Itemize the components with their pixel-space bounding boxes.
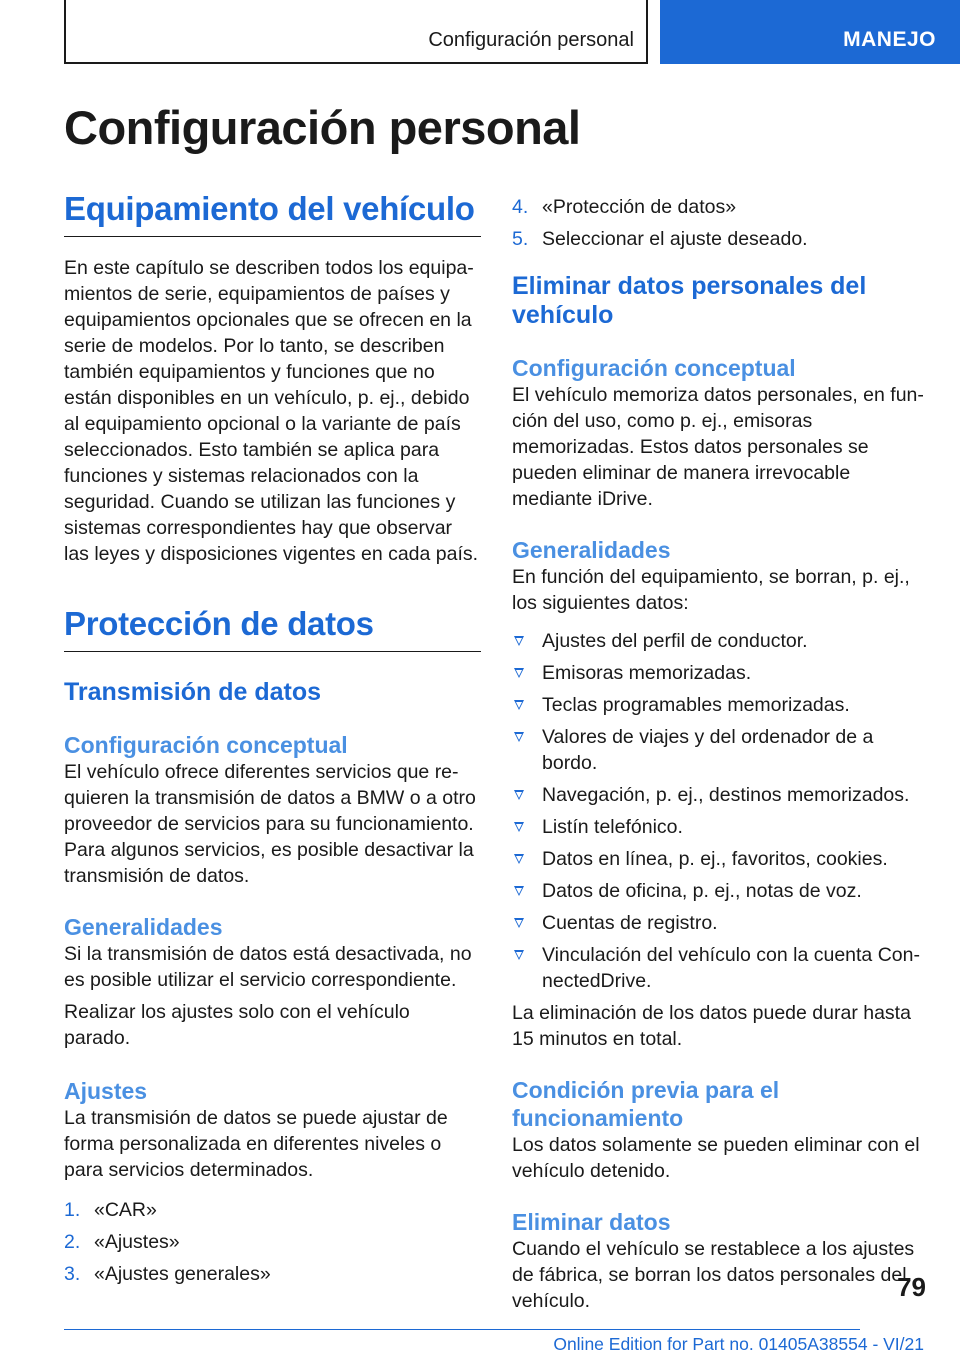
list-item-text: Datos en línea, p. ej., favoritos, cookies. <box>542 848 888 870</box>
list-item-text: Datos de oficina, p. ej., notas de voz. <box>542 880 862 902</box>
transmission-concept-text: El vehículo ofrece diferentes servicios que requieren la transmisión de datos a BMW o a otro proveedor de servicios para su funcionamiento. Para algunos servicios, es posible desactivar la transmisión de datos. <box>64 761 476 887</box>
triangle-bullet-icon <box>514 636 524 646</box>
header-section-label: Configuración personal <box>428 29 634 51</box>
right-column <box>512 190 930 1314</box>
footer-divider <box>64 1329 860 1330</box>
triangle-bullet-icon <box>514 668 524 678</box>
list-item-text: Vinculación del vehículo con la cuenta ConnectedDrive. <box>542 944 920 992</box>
triangle-bullet-icon <box>514 732 524 742</box>
list-item <box>512 910 930 936</box>
heading-delete-general: Generalidades <box>512 537 671 563</box>
equipment-paragraph: En este capítulo se describen todos los equipamientos de serie, equipamientos de países y equipamientos opcionales que se ofrecen en la serie de modelos. Por lo tanto, se describen también equipamientos y funciones que no están disponibles en un vehículo, p. ej., debido al equipamiento opcional o la variante de país seleccionados. Esto también se aplica para funciones y sistemas relacionados con la seguridad. Cuando se utilizan las funciones y sistemas correspondientes hay que observar las leyes y disposiciones vigentes en cada país. <box>64 257 479 565</box>
list-item-text: Teclas programables memorizadas. <box>542 694 850 716</box>
step-item <box>64 1261 481 1287</box>
step-text: «Protección de datos» <box>542 196 737 218</box>
delete-precondition-text: Los datos solamente se pueden eliminar con el vehículo detenido. <box>512 1134 920 1182</box>
page-title: Configuración personal <box>64 101 581 154</box>
triangle-bullet-icon <box>514 700 524 710</box>
triangle-bullet-icon <box>514 822 524 832</box>
delete-general-text: En función del equipamiento, se borran, p. ej., los siguientes datos: <box>512 566 910 614</box>
heading-delete-data: Eliminar datos <box>512 1209 671 1235</box>
left-column <box>64 190 481 1293</box>
step-item <box>512 226 930 252</box>
page-number: 79 <box>897 1272 926 1302</box>
list-item-text: Ajustes del perfil de conductor. <box>542 630 808 652</box>
list-item <box>512 628 930 654</box>
header-section-box <box>64 0 648 64</box>
heading-delete-precondition: Condición previa para el funcionamiento <box>512 1077 780 1131</box>
heading-delete-concept: Configuración conceptual <box>512 355 796 381</box>
list-item-text: Valores de viajes y del ordenador de a bordo. <box>542 726 874 774</box>
header-chapter-label: MANEJO <box>843 28 936 51</box>
step-number: 2. <box>64 1231 81 1253</box>
triangle-bullet-icon <box>514 790 524 800</box>
heading-data-protection: Protección de datos <box>64 605 481 652</box>
step-item <box>512 194 930 220</box>
footer-edition-text: Online Edition for Part no. 01405A38554 - VI/21 <box>553 1334 924 1354</box>
transmission-steps-continued <box>512 194 930 252</box>
list-item <box>512 782 930 808</box>
transmission-settings-text: La transmisión de datos se puede ajustar de forma personalizada en diferentes niveles o para servicios determinados. <box>64 1107 448 1181</box>
step-text: «Ajustes generales» <box>94 1263 271 1285</box>
transmission-general-text-1: Si la transmisión de datos está desactivada, no es posible utilizar el servicio correspondiente. <box>64 943 472 991</box>
list-item <box>512 878 930 904</box>
heading-equipment: Equipamiento del vehículo <box>64 190 481 237</box>
list-item-text: Listín telefónico. <box>542 816 683 838</box>
step-text: «Ajustes» <box>94 1231 180 1253</box>
list-item <box>512 814 930 840</box>
list-item <box>512 660 930 686</box>
delete-duration-text: La eliminación de los datos puede durar hasta 15 minutos en total. <box>512 1002 911 1050</box>
header-chapter-tab[interactable] <box>660 0 960 64</box>
step-number: 4. <box>512 196 529 218</box>
step-number: 3. <box>64 1263 81 1285</box>
list-item-text: Emisoras memorizadas. <box>542 662 752 684</box>
step-number: 5. <box>512 228 529 250</box>
triangle-bullet-icon <box>514 918 524 928</box>
step-number: 1. <box>64 1199 81 1221</box>
list-item <box>512 942 930 994</box>
heading-transmission-settings: Ajustes <box>64 1078 148 1104</box>
heading-transmission-concept: Configuración conceptual <box>64 732 348 758</box>
delete-data-text: Cuando el vehículo se restablece a los ajustes de fábrica, se borran los datos personales del vehículo. <box>512 1238 915 1312</box>
list-item-text: Navegación, p. ej., destinos memorizados. <box>542 784 910 806</box>
triangle-bullet-icon <box>514 854 524 864</box>
heading-transmission-general: Generalidades <box>64 914 223 940</box>
deleted-data-list <box>512 628 930 994</box>
list-item-text: Cuentas de registro. <box>542 912 718 934</box>
list-item <box>512 692 930 718</box>
transmission-general-text-2: Realizar los ajustes solo con el vehículo parado. <box>64 1001 410 1049</box>
heading-data-transmission: Transmisión de datos <box>64 678 322 706</box>
triangle-bullet-icon <box>514 886 524 896</box>
delete-concept-text: El vehículo memoriza datos personales, en función del uso, como p. ej., emisoras memorizadas. Estos datos personales se pueden eliminar de manera irrevocable mediante iDrive. <box>512 384 924 510</box>
transmission-steps <box>64 1197 481 1287</box>
step-text: Seleccionar el ajuste deseado. <box>542 228 808 250</box>
step-item <box>64 1197 481 1223</box>
list-item <box>512 724 930 776</box>
list-item <box>512 846 930 872</box>
triangle-bullet-icon <box>514 950 524 960</box>
heading-delete-personal-data: Eliminar datos personales del vehículo <box>512 272 867 329</box>
step-text: «CAR» <box>94 1199 157 1221</box>
step-item <box>64 1229 481 1255</box>
